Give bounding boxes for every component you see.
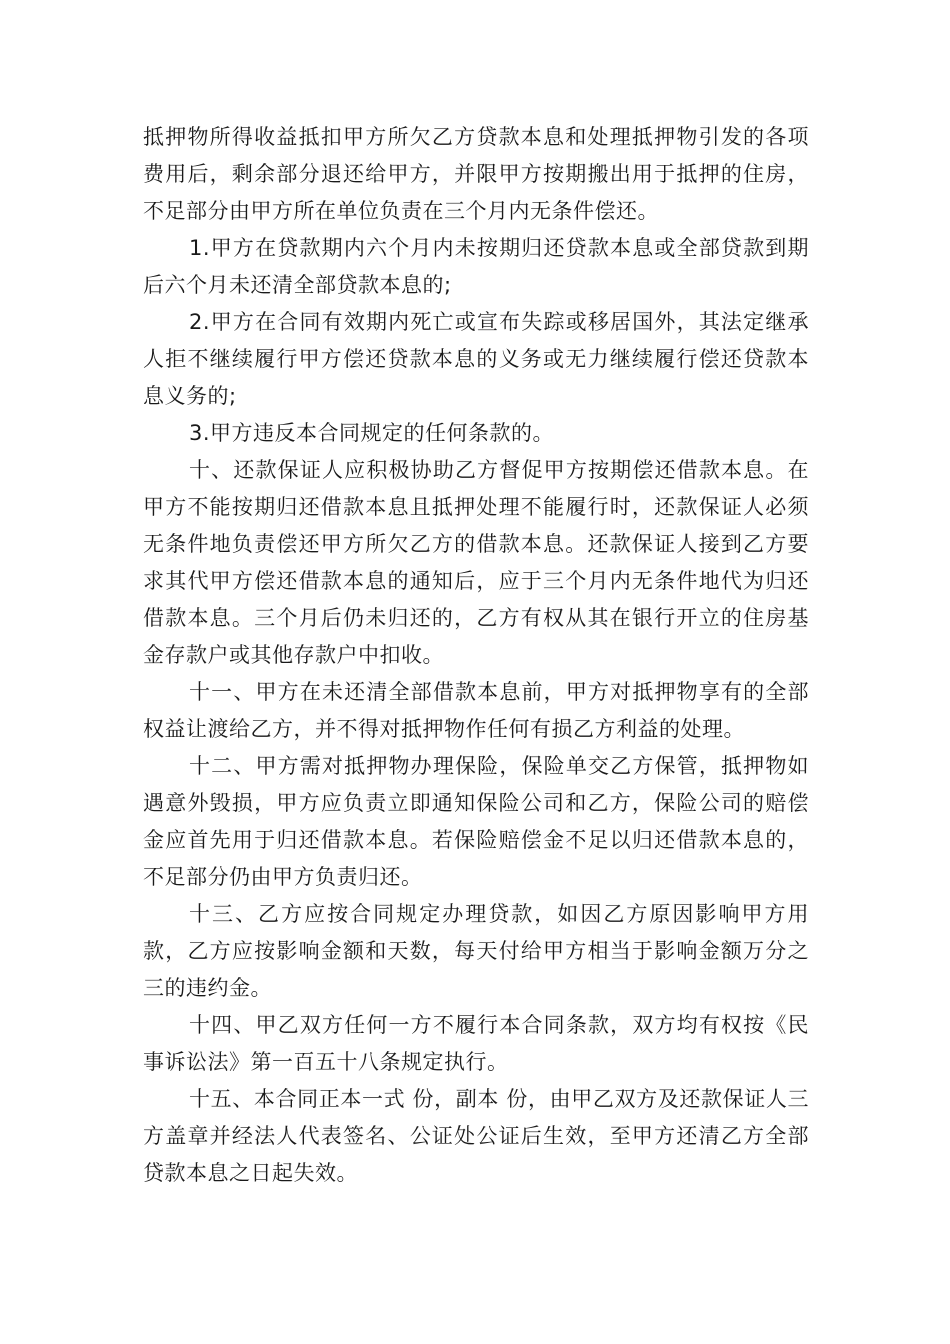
clause-10: 十、还款保证人应积极协助乙方督促甲方按期偿还借款本息。在甲方不能按期归还借款本息且抵押处理不能履行时，还款保证人必须无条件地负责偿还甲方所欠乙方的借款本息。还款保证人接到乙方要求其代甲方偿还借款本息的通知后，应于三个月内无条件地代为归还借款本息。三个月后仍未归还的，乙方有权从其在银行开立的住房基金存款户或其他存款户中扣收。 [143, 458, 809, 667]
clause-13: 十三、乙方应按合同规定办理贷款，如因乙方原因影响甲方用款，乙方应按影响金额和天数，每天付给甲方相当于影响金额万分之三的违约金。 [143, 902, 809, 1000]
paragraph-item-1: 1.甲方在贷款期内六个月内未按期归还贷款本息或全部贷款到期后六个月未还清全部贷款本息的; [143, 236, 809, 297]
clause-11: 十一、甲方在未还清全部借款本息前，甲方对抵押物享有的全部权益让渡给乙方，并不得对抵押物作任何有损乙方利益的处理。 [143, 680, 809, 741]
clause-12: 十二、甲方需对抵押物办理保险，保险单交乙方保管，抵押物如遇意外毁损，甲方应负责立即通知保险公司和乙方，保险公司的赔偿金应首先用于归还借款本息。若保险赔偿金不足以归还借款本息的，不足部分仍由甲方负责归还。 [143, 754, 809, 889]
paragraph-continuation: 抵押物所得收益抵扣甲方所欠乙方贷款本息和处理抵押物引发的各项费用后，剩余部分退还给甲方，并限甲方按期搬出用于抵押的住房，不足部分由甲方所在单位负责在三个月内无条件偿还。 [143, 125, 809, 223]
paragraph-item-2: 2.甲方在合同有效期内死亡或宣布失踪或移居国外，其法定继承人拒不继续履行甲方偿还贷款本息的义务或无力继续履行偿还贷款本息义务的; [143, 310, 809, 408]
paragraph-item-3: 3.甲方违反本合同规定的任何条款的。 [189, 421, 555, 445]
document-body [143, 119, 809, 1192]
clause-15: 十五、本合同正本一式 份，副本 份，由甲乙双方及还款保证人三方盖章并经法人代表签名、公证处公证后生效，至甲方还清乙方全部贷款本息之日起失效。 [143, 1087, 809, 1185]
clause-14: 十四、甲乙双方任何一方不履行本合同条款，双方均有权按《民事诉讼法》第一百五十八条规定执行。 [143, 1013, 809, 1074]
